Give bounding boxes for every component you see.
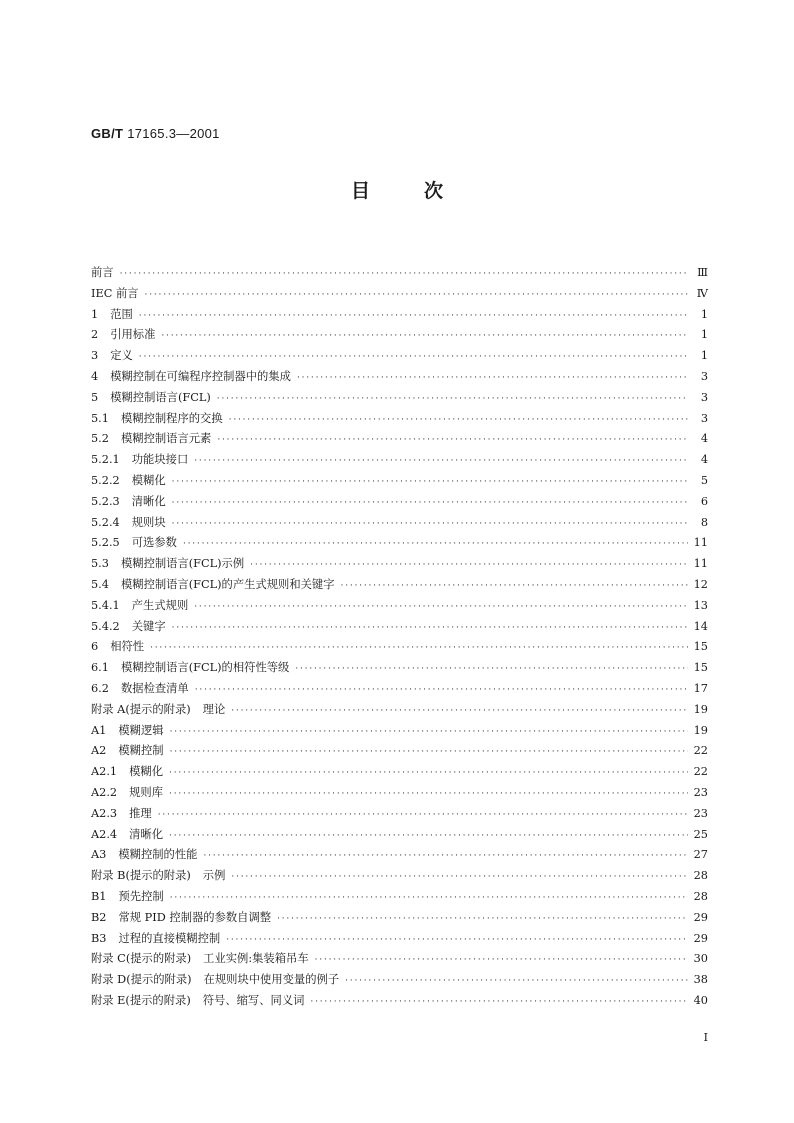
toc-entry-title: 模糊控制语言元素 (120, 432, 212, 446)
toc-entry-title: 模糊逻辑 (118, 723, 164, 737)
toc-section-number: 6 (91, 640, 99, 654)
toc-entry-label (91, 930, 220, 946)
toc-entry[interactable] (91, 638, 708, 659)
toc-section-number: 1 (91, 307, 99, 321)
toc-leader-dots (169, 831, 688, 841)
toc-entry-title: 模糊控制语言(FCL)的相符性等级 (120, 661, 290, 675)
toc-entry[interactable] (91, 867, 708, 888)
toc-section-number: B1 (91, 889, 107, 903)
toc-page-number: 23 (693, 785, 708, 799)
toc-entry[interactable] (91, 826, 708, 847)
toc-leader-dots (345, 976, 688, 986)
toc-entry-title: 符号、缩写、同义词 (202, 993, 305, 1007)
toc-page-number: 38 (693, 973, 708, 987)
toc-page-number: 12 (693, 577, 708, 591)
toc-entry-title: 工业实例:集装箱吊车 (203, 952, 309, 966)
toc-entry[interactable] (91, 846, 708, 867)
toc-entry-label (91, 430, 211, 446)
toc-entry[interactable] (91, 410, 708, 431)
toc-entry-label (91, 680, 189, 696)
toc-entry-title: 清晰化 (129, 827, 164, 841)
toc-page-number: 19 (693, 723, 708, 737)
toc-entry[interactable] (91, 493, 708, 514)
toc-entry-label (91, 867, 225, 883)
toc-entry[interactable] (91, 909, 708, 930)
toc-entry-title: 前言 (91, 266, 114, 279)
table-of-contents (91, 264, 708, 1013)
toc-entry[interactable] (91, 659, 708, 680)
toc-page-number: 17 (693, 681, 708, 695)
toc-leader-dots (217, 435, 688, 445)
toc-entry-label (91, 389, 211, 405)
toc-entry-title: 模糊控制 (118, 744, 164, 758)
toc-entry-label (91, 368, 291, 384)
toc-page-number: 30 (693, 952, 708, 966)
toc-leader-dots (194, 456, 688, 466)
toc-page-number: 3 (700, 369, 708, 383)
toc-entry-title: 模糊控制语言(FCL)示例 (120, 557, 245, 571)
toc-entry-title: 常规 PID 控制器的参数自调整 (118, 910, 272, 924)
toc-entry[interactable] (91, 285, 708, 306)
toc-entry[interactable] (91, 805, 708, 826)
toc-entry-title: 模糊化 (131, 473, 166, 487)
toc-section-number: 5.2.1 (91, 453, 120, 467)
toc-section-number: A2.2 (91, 785, 118, 799)
toc-entry-title: 过程的直接模糊控制 (118, 931, 221, 945)
toc-page-number: 15 (693, 661, 708, 675)
toc-entry-label (91, 701, 225, 717)
toc-entry-title: 模糊控制在可编程序控制器中的集成 (110, 369, 291, 383)
toc-section-number: 5.1 (91, 411, 109, 425)
toc-entry[interactable] (91, 742, 708, 763)
toc-page-number: 5 (700, 473, 708, 487)
toc-entry[interactable] (91, 597, 708, 618)
toc-entry-title: 产生式规则 (131, 598, 189, 612)
toc-page-number: 19 (693, 702, 708, 716)
toc-entry-title: 推理 (129, 806, 152, 820)
toc-entry-label (91, 306, 133, 322)
toc-leader-dots (231, 872, 687, 882)
toc-section-number: 5.4.1 (91, 598, 120, 612)
toc-entry[interactable] (91, 971, 708, 992)
toc-leader-dots (217, 394, 688, 404)
toc-section-number: B2 (91, 910, 107, 924)
toc-entry-label (91, 805, 152, 821)
toc-leader-dots (139, 352, 688, 362)
toc-section-number: 5.2.5 (91, 536, 120, 550)
toc-leader-dots (277, 914, 688, 924)
toc-entry-label (91, 888, 164, 904)
toc-page-number: 28 (693, 869, 708, 883)
toc-entry-label (91, 597, 188, 613)
toc-leader-dots (250, 560, 687, 570)
toc-entry-title: 范围 (110, 307, 133, 321)
toc-leader-dots (158, 810, 688, 820)
toc-entry-label (91, 763, 163, 779)
toc-entry-title: 可选参数 (131, 536, 177, 550)
toc-page-number: 22 (693, 744, 708, 758)
toc-entry-label (91, 264, 114, 280)
toc-leader-dots (170, 893, 688, 903)
toc-leader-dots (310, 997, 687, 1007)
toc-section-number: 附录 D(提示的附录) (91, 973, 192, 987)
title-char-1: 目 (350, 180, 370, 202)
standard-prefix: GB/T (91, 126, 124, 141)
toc-entry[interactable] (91, 680, 708, 701)
toc-leader-dots (172, 498, 688, 508)
toc-entry-title: 数据检查清单 (120, 681, 189, 695)
toc-section-number: 2 (91, 328, 99, 342)
toc-page-number: 11 (693, 536, 708, 550)
toc-entry-title: 模糊控制程序的交换 (120, 411, 223, 425)
toc-leader-dots (195, 685, 688, 695)
toc-entry-title: 引用标准 (110, 328, 156, 342)
toc-entry-title: IEC 前言 (91, 286, 139, 300)
toc-section-number: 附录 C(提示的附录) (91, 952, 192, 966)
toc-entry-label (91, 909, 271, 925)
toc-entry[interactable] (91, 618, 708, 639)
toc-page-number: 29 (693, 910, 708, 924)
page-number: I (703, 1031, 708, 1044)
standard-number: 17165.3—2001 (127, 126, 220, 141)
toc-leader-dots (170, 747, 688, 757)
toc-leader-dots (341, 581, 688, 591)
toc-leader-dots (169, 768, 688, 778)
toc-page-number: 29 (693, 931, 708, 945)
toc-section-number: A2 (91, 744, 107, 758)
toc-entry[interactable] (91, 368, 708, 389)
toc-page-number: 3 (700, 411, 708, 425)
toc-entry-label (91, 326, 155, 342)
toc-entry-label (91, 410, 223, 426)
toc-leader-dots (231, 706, 687, 716)
toc-entry[interactable] (91, 784, 708, 805)
page-title (0, 176, 794, 203)
toc-section-number: A2.4 (91, 827, 118, 841)
toc-leader-dots (161, 331, 688, 341)
toc-entry[interactable] (91, 472, 708, 493)
toc-entry-title: 示例 (202, 869, 226, 883)
toc-leader-dots (194, 602, 687, 612)
toc-section-number: 6.2 (91, 681, 109, 695)
toc-entry-label (91, 722, 164, 738)
toc-entry-title: 规则块 (131, 515, 166, 529)
toc-entry[interactable] (91, 326, 708, 347)
toc-leader-dots (120, 269, 688, 279)
toc-leader-dots (170, 727, 688, 737)
toc-page-number: 13 (693, 598, 708, 612)
toc-entry-title: 模糊控制的性能 (118, 848, 198, 862)
toc-section-number: 3 (91, 349, 99, 363)
title-char-2: 次 (424, 180, 444, 202)
toc-entry-title: 相符性 (110, 640, 145, 654)
toc-page-number: 1 (700, 328, 708, 342)
toc-entry-label (91, 347, 133, 363)
toc-page-number: 25 (693, 827, 708, 841)
standard-code (91, 126, 220, 141)
toc-section-number: 附录 B(提示的附录) (91, 869, 191, 883)
toc-entry-label (91, 534, 177, 550)
toc-entry-title: 在规则块中使用变量的例子 (203, 973, 340, 987)
toc-entry[interactable] (91, 930, 708, 951)
toc-entry-label (91, 285, 139, 301)
toc-entry-label (91, 618, 166, 634)
toc-entry[interactable] (91, 722, 708, 743)
toc-entry[interactable] (91, 306, 708, 327)
toc-leader-dots (145, 290, 688, 300)
toc-section-number: B3 (91, 931, 107, 945)
toc-page-number: 40 (693, 993, 708, 1007)
toc-entry[interactable] (91, 347, 708, 368)
toc-section-number: 5.2.3 (91, 494, 120, 508)
toc-entry-title: 清晰化 (131, 494, 166, 508)
toc-entry-label (91, 971, 339, 987)
toc-entry-label (91, 514, 166, 530)
toc-section-number: A1 (91, 723, 107, 737)
toc-leader-dots (172, 623, 688, 633)
toc-entry[interactable] (91, 534, 708, 555)
toc-page-number: 4 (700, 453, 708, 467)
toc-entry-label (91, 846, 197, 862)
toc-entry[interactable] (91, 514, 708, 535)
toc-section-number: 6.1 (91, 661, 109, 675)
toc-entry-title: 规则库 (129, 785, 164, 799)
toc-entry-label (91, 742, 164, 758)
toc-entry-title: 模糊控制语言(FCL)的产生式规则和关键字 (120, 577, 335, 591)
toc-entry-label (91, 950, 309, 966)
toc-entry[interactable] (91, 555, 708, 576)
toc-entry-title: 理论 (202, 702, 226, 716)
toc-leader-dots (172, 477, 688, 487)
toc-page-number: 22 (693, 765, 708, 779)
toc-entry[interactable] (91, 992, 708, 1013)
toc-entry-title: 预先控制 (118, 889, 164, 903)
toc-page-number: 1 (700, 349, 708, 363)
toc-page-number: 15 (693, 640, 708, 654)
toc-section-number: 5.2 (91, 432, 109, 446)
toc-page-number: Ⅳ (696, 286, 708, 300)
toc-section-number: 5.3 (91, 557, 109, 571)
toc-entry-label (91, 472, 166, 488)
toc-entry-label (91, 638, 144, 654)
toc-leader-dots (295, 664, 687, 674)
toc-leader-dots (226, 935, 687, 945)
toc-page-number: 6 (700, 494, 708, 508)
toc-entry[interactable] (91, 451, 708, 472)
toc-page-number: 1 (700, 307, 708, 321)
toc-leader-dots (169, 789, 688, 799)
toc-page-number: Ⅲ (697, 266, 708, 279)
toc-page-number: 3 (700, 390, 708, 404)
toc-entry[interactable] (91, 888, 708, 909)
toc-entry[interactable] (91, 763, 708, 784)
toc-leader-dots (139, 311, 688, 321)
toc-entry-label (91, 784, 163, 800)
toc-entry-label (91, 555, 244, 571)
toc-entry-title: 关键字 (131, 619, 166, 633)
toc-entry[interactable] (91, 950, 708, 971)
toc-entry-title: 功能块接口 (131, 453, 189, 467)
toc-section-number: 5 (91, 390, 99, 404)
toc-page-number: 4 (700, 432, 708, 446)
toc-section-number: 5.2.4 (91, 515, 120, 529)
toc-page-number: 28 (693, 889, 708, 903)
toc-leader-dots (172, 519, 688, 529)
toc-entry[interactable] (91, 430, 708, 451)
toc-page-number: 27 (693, 848, 708, 862)
toc-entry-title: 模糊化 (129, 765, 164, 779)
toc-entry[interactable] (91, 701, 708, 722)
toc-entry[interactable] (91, 576, 708, 597)
toc-section-number: 4 (91, 369, 99, 383)
toc-section-number: A2.3 (91, 806, 118, 820)
toc-entry[interactable] (91, 389, 708, 410)
toc-page-number: 14 (693, 619, 708, 633)
toc-entry-label (91, 493, 166, 509)
toc-section-number: A2.1 (91, 765, 118, 779)
toc-leader-dots (203, 851, 687, 861)
toc-section-number: 5.4 (91, 577, 109, 591)
toc-entry-title: 模糊控制语言(FCL) (110, 390, 211, 404)
toc-entry-label (91, 826, 163, 842)
toc-entry-label (91, 659, 289, 675)
toc-leader-dots (150, 643, 688, 653)
toc-entry-label (91, 992, 304, 1008)
toc-leader-dots (183, 539, 688, 549)
toc-section-number: 附录 A(提示的附录) (91, 702, 191, 716)
toc-entry[interactable] (91, 264, 708, 285)
toc-entry-title: 定义 (110, 349, 133, 363)
toc-page-number: 8 (700, 515, 708, 529)
toc-leader-dots (315, 955, 688, 965)
toc-entry-label (91, 576, 335, 592)
toc-page-number: 11 (693, 557, 708, 571)
toc-section-number: A3 (91, 848, 107, 862)
toc-leader-dots (297, 373, 688, 383)
toc-entry-label (91, 451, 188, 467)
toc-leader-dots (229, 415, 688, 425)
toc-page-number: 23 (693, 806, 708, 820)
toc-section-number: 附录 E(提示的附录) (91, 993, 191, 1007)
toc-section-number: 5.4.2 (91, 619, 120, 633)
toc-section-number: 5.2.2 (91, 473, 120, 487)
